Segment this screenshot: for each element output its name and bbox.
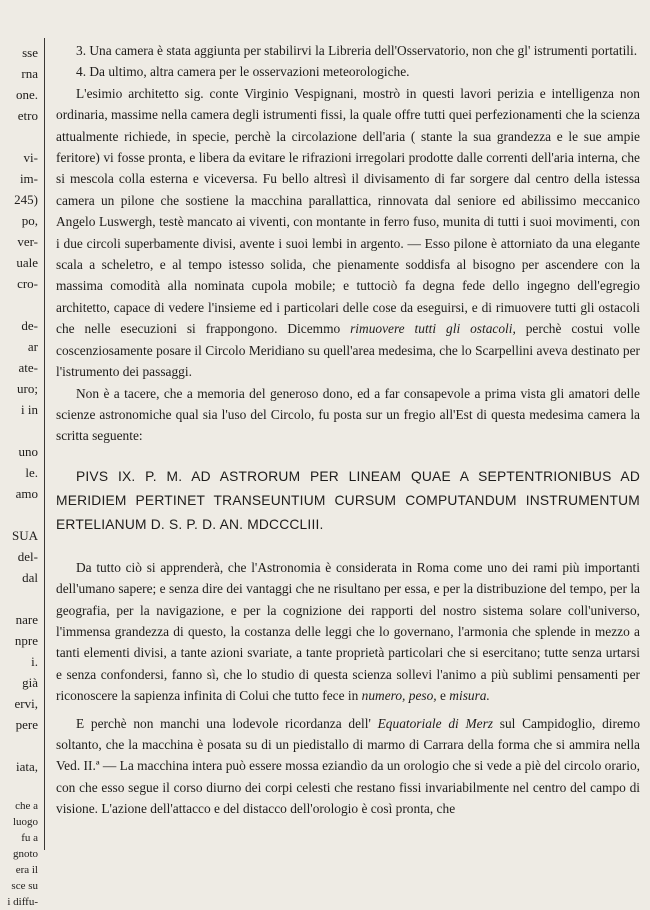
italic-phrase: rimuovere tutti gli ostacoli, bbox=[350, 321, 516, 337]
paragraph-text: e bbox=[436, 688, 450, 704]
paragraph-item-4: 4. Da ultimo, altra camera per le osservazioni meteorologiche. bbox=[76, 64, 410, 80]
margin-fragment bbox=[0, 777, 38, 798]
italic-phrase: Equatoriale di Merz bbox=[377, 715, 493, 731]
paragraph-text: sul Campidoglio, diremo soltanto, che la macchina è posata su di un piedistallo di marmo di Carrara della forma che si ammira nella Ved. II.ª — La macchina intera può essere mossa eziandìo da un orologio che si vede a piè del circolo orario, con che esso segue il corso diurno dei corpi celesti che restano fissi invariabilmente nel centro del campo di visione. L'azione dell'attacco e del distacco dell'orologio è così pronta, che bbox=[56, 715, 641, 817]
main-text-column bbox=[56, 40, 640, 820]
margin-fragment bbox=[0, 504, 38, 525]
margin-fragment: era il bbox=[15, 864, 38, 876]
margin-fragment bbox=[0, 588, 38, 609]
paragraph-architect bbox=[56, 83, 640, 383]
margin-fragment: i in bbox=[21, 402, 38, 417]
margin-fragment: uale bbox=[16, 255, 38, 270]
margin-fragment: 245) bbox=[14, 192, 38, 207]
margin-fragment: sse bbox=[22, 45, 38, 60]
margin-fragment bbox=[0, 294, 38, 315]
margin-fragment: dal bbox=[22, 570, 38, 585]
margin-fragment: gnoto bbox=[12, 848, 38, 860]
paragraph-text: Da tutto ciò si apprenderà, che l'Astronomia è considerata in Roma come uno dei rami più importanti dell'umano sapere; e senza dire dei vantaggi che ne risultano per essa, e per la distribuzione del tempo, per la geografia, per la navigazione, e per la cognizione dei rapporti del nostro sistema solare coll'universo, l'immensa grandezza di questo, la costanza delle leggi che lo governano, l'armonia che splende in mezzo a tanti elementi divisi, a tante azioni svariate, a tante proprietà particolari che si esercitano; tutte senza urtarsi e senza confondersi, fanno sì, che lo studio di questa scienza sollevi l'animo a più sublimi pensamenti per riconoscere la sapienza infinita di Colui che tutto fece in bbox=[56, 559, 640, 704]
paragraph-equatorial bbox=[56, 713, 640, 820]
margin-fragment: npre bbox=[14, 633, 38, 648]
margin-fragment: i diffu- bbox=[7, 896, 38, 908]
margin-fragment: ver- bbox=[17, 234, 38, 249]
margin-fragment: luogo bbox=[12, 816, 38, 828]
paragraph-text: L'esimio architetto sig. conte Virginio Vespignani, mostrò in questi lavori perizia e intelligenza non ordinaria, massime nella camera degli istrumenti fissi, la quale offre tutti quei perfezionamenti che la scienza attualmente richiede, in specie, perchè la circolazione dell'aria ( stante la sua grandezza e le sue ampie feritore) vi fosse pronta, e libera da evitare le rifrazioni irregolari prodotte dalle correnti dell'aria interna, che si mescola colla esterna e viceversa. Fu bello altresì il divisamento di far sorgere dal centro della istessa camera un pilone che sostiene la macchina parallattica, rinnovata dal seniore ed abilissimo meccanico Angelo Luswergh, testè mancato ai viventi, con montante in ferro fuso, munita di tutti i suoi movimenti, con i due circoli superbamente divisi, avente i suoi lembi in argento. — Esso pilone è attorniato da una elegante scala a scheletro, e al tempo istesso solida, che pienamente soddisfa al bisogno per ascendere con la massima comodità alla nominata cupola mobile; e tuttociò fa degna fede dello ingegno dell'egregio architetto, capace di vedere l'insieme ed i particolari delle cose da eseguirsi, e di rimuovere tutti gli ostacoli che nelle esecuzioni si frappongono. Dicemmo bbox=[56, 85, 640, 337]
margin-fragment: nare bbox=[15, 612, 38, 627]
margin-fragment: cro- bbox=[17, 276, 38, 291]
column-divider bbox=[44, 38, 45, 850]
paragraph-astronomy bbox=[56, 557, 640, 707]
left-column-fragment bbox=[0, 42, 38, 910]
margin-fragment: i. bbox=[31, 654, 38, 669]
margin-fragment bbox=[0, 126, 38, 147]
margin-fragment: uno bbox=[18, 444, 38, 459]
margin-fragment: de- bbox=[21, 318, 38, 333]
margin-fragment: sce su bbox=[11, 880, 38, 892]
margin-fragment bbox=[0, 420, 38, 441]
margin-fragment: ar bbox=[27, 339, 38, 354]
margin-fragment: amo bbox=[15, 486, 38, 501]
margin-fragment: che a bbox=[15, 800, 38, 812]
margin-fragment: vi- bbox=[23, 150, 38, 165]
italic-phrase: numero, peso, bbox=[361, 688, 437, 704]
margin-fragment: già bbox=[22, 675, 38, 690]
margin-fragment: pere bbox=[15, 717, 38, 732]
margin-fragment: po, bbox=[21, 213, 38, 228]
margin-fragment: uro; bbox=[17, 381, 38, 396]
italic-phrase: misura. bbox=[449, 688, 490, 704]
paragraph-item-3: 3. Una camera è stata aggiunta per stabilirvi la Libreria dell'Osservatorio, non che gl' istrumenti portatili. bbox=[76, 43, 638, 58]
margin-fragment: le. bbox=[25, 465, 38, 480]
paragraph-inscription-intro: Non è a tacere, che a memoria del generoso dono, ed a far consapevole a prima vista gli amatori delle scienze astronomiche qual sia l'uso del Circolo, fu posta sur un fregio all'Est di questa medesima camera la scritta seguente: bbox=[56, 385, 640, 444]
margin-fragment: iata, bbox=[15, 759, 38, 774]
margin-fragment: del- bbox=[17, 549, 38, 564]
margin-fragment: etro bbox=[17, 108, 38, 123]
paragraph-text: perchè costui volle coscenziosamente posare il Circolo Meridiano su quell'area medesima, che lo Scarpellini aveva destinato per l'istrumento dei passaggi. bbox=[56, 321, 640, 380]
margin-fragment: im- bbox=[19, 171, 38, 186]
margin-fragment: ervi, bbox=[14, 696, 38, 711]
paragraph-text: E perchè non manchi una lodevole ricordanza dell' bbox=[76, 715, 378, 731]
margin-fragment bbox=[0, 735, 38, 756]
inscription: PIVS IX. P. M. AD ASTRORUM PER LINEAM QUAE A SEPTENTRIONIBUS AD MERIDIEM PERTINET TRANSEUNTIUM CURSUM COMPUTANDUM INSTRUMENTUM ERTELIANUM D. S. P. D. AN. MDCCCLIII. bbox=[56, 468, 640, 532]
margin-fragment: SUA bbox=[11, 528, 38, 543]
margin-fragment: one. bbox=[15, 87, 38, 102]
margin-fragment: rna bbox=[21, 66, 38, 81]
margin-fragment: fu a bbox=[21, 832, 38, 844]
margin-fragment: ate- bbox=[18, 360, 38, 375]
